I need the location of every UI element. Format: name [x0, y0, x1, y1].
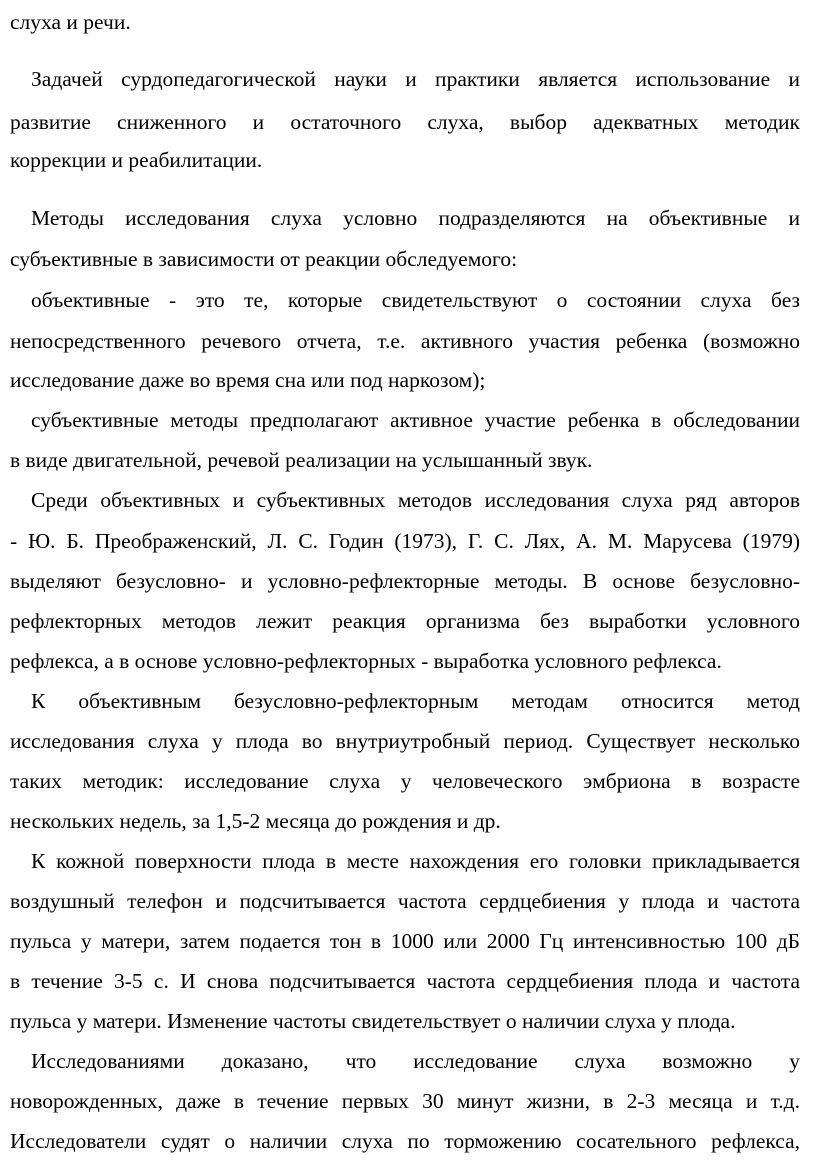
text-line: Задачей сурдопедагогической науки и практики является использование и — [31, 67, 800, 91]
text-line: развитие сниженного и остаточного слуха, выбор адекватных методик — [10, 110, 800, 134]
text-line: Исследователи судят о наличии слуха по торможению сосательного рефлекса, — [10, 1129, 800, 1153]
text-line: таких методик: исследование слуха у человеческого эмбриона в возрасте — [10, 769, 800, 793]
text-line: субъективные методы предполагают активное участие ребенка в обследовании — [31, 408, 800, 432]
text-line: объективные - это те, которые свидетельствуют о состоянии слуха без — [31, 288, 800, 312]
text-line: исследования слуха у плода во внутриутробный период. Существует несколько — [10, 729, 800, 753]
text-line: слуха и речи. — [10, 10, 131, 34]
text-line: в течение 3-5 с. И снова подсчитывается частота сердцебиения плода и частота — [10, 969, 800, 993]
text-line: в виде двигательной, речевой реализации на услышанный звук. — [10, 448, 593, 472]
text-line: Методы исследования слуха условно подразделяются на объективные и — [31, 206, 800, 230]
text-line: пульса у матери. Изменение частоты свидетельствует о наличии слуха у плода. — [10, 1009, 736, 1033]
text-line: непосредственного речевого отчета, т.е. активного участия ребенка (возможно — [10, 329, 800, 353]
text-line: - Ю. Б. Преображенский, Л. С. Годин (1973), Г. С. Лях, А. М. Марусева (1979) — [10, 529, 800, 553]
text-line: рефлекса, а в основе условно-рефлекторных - выработка условного рефлекса. — [10, 649, 722, 673]
text-line: К объективным безусловно-рефлекторным методам относится метод — [31, 689, 800, 713]
text-line: нескольких недель, за 1,5-2 месяца до рождения и др. — [10, 809, 501, 833]
text-line: субъективные в зависимости от реакции обследуемого: — [10, 247, 518, 271]
text-line: коррекции и реабилитации. — [10, 148, 263, 172]
text-line: исследование даже во время сна или под наркозом); — [10, 368, 486, 392]
text-line: выделяют безусловно- и условно-рефлекторные методы. В основе безусловно- — [10, 569, 800, 593]
text-line: воздушный телефон и подсчитывается частота сердцебиения у плода и частота — [10, 889, 800, 913]
text-line: Исследованиями доказано, что исследование слуха возможно у — [31, 1049, 800, 1073]
text-line: рефлекторных методов лежит реакция организма без выработки условного — [10, 609, 800, 633]
text-line: новорожденных, даже в течение первых 30 минут жизни, в 2-3 месяца и т.д. — [10, 1089, 800, 1113]
text-line: пульса у матери, затем подается тон в 1000 или 2000 Гц интенсивностью 100 дБ — [10, 929, 800, 953]
text-line: Среди объективных и субъективных методов исследования слуха ряд авторов — [31, 488, 800, 512]
text-line: К кожной поверхности плода в месте нахождения его головки прикладывается — [31, 849, 800, 873]
